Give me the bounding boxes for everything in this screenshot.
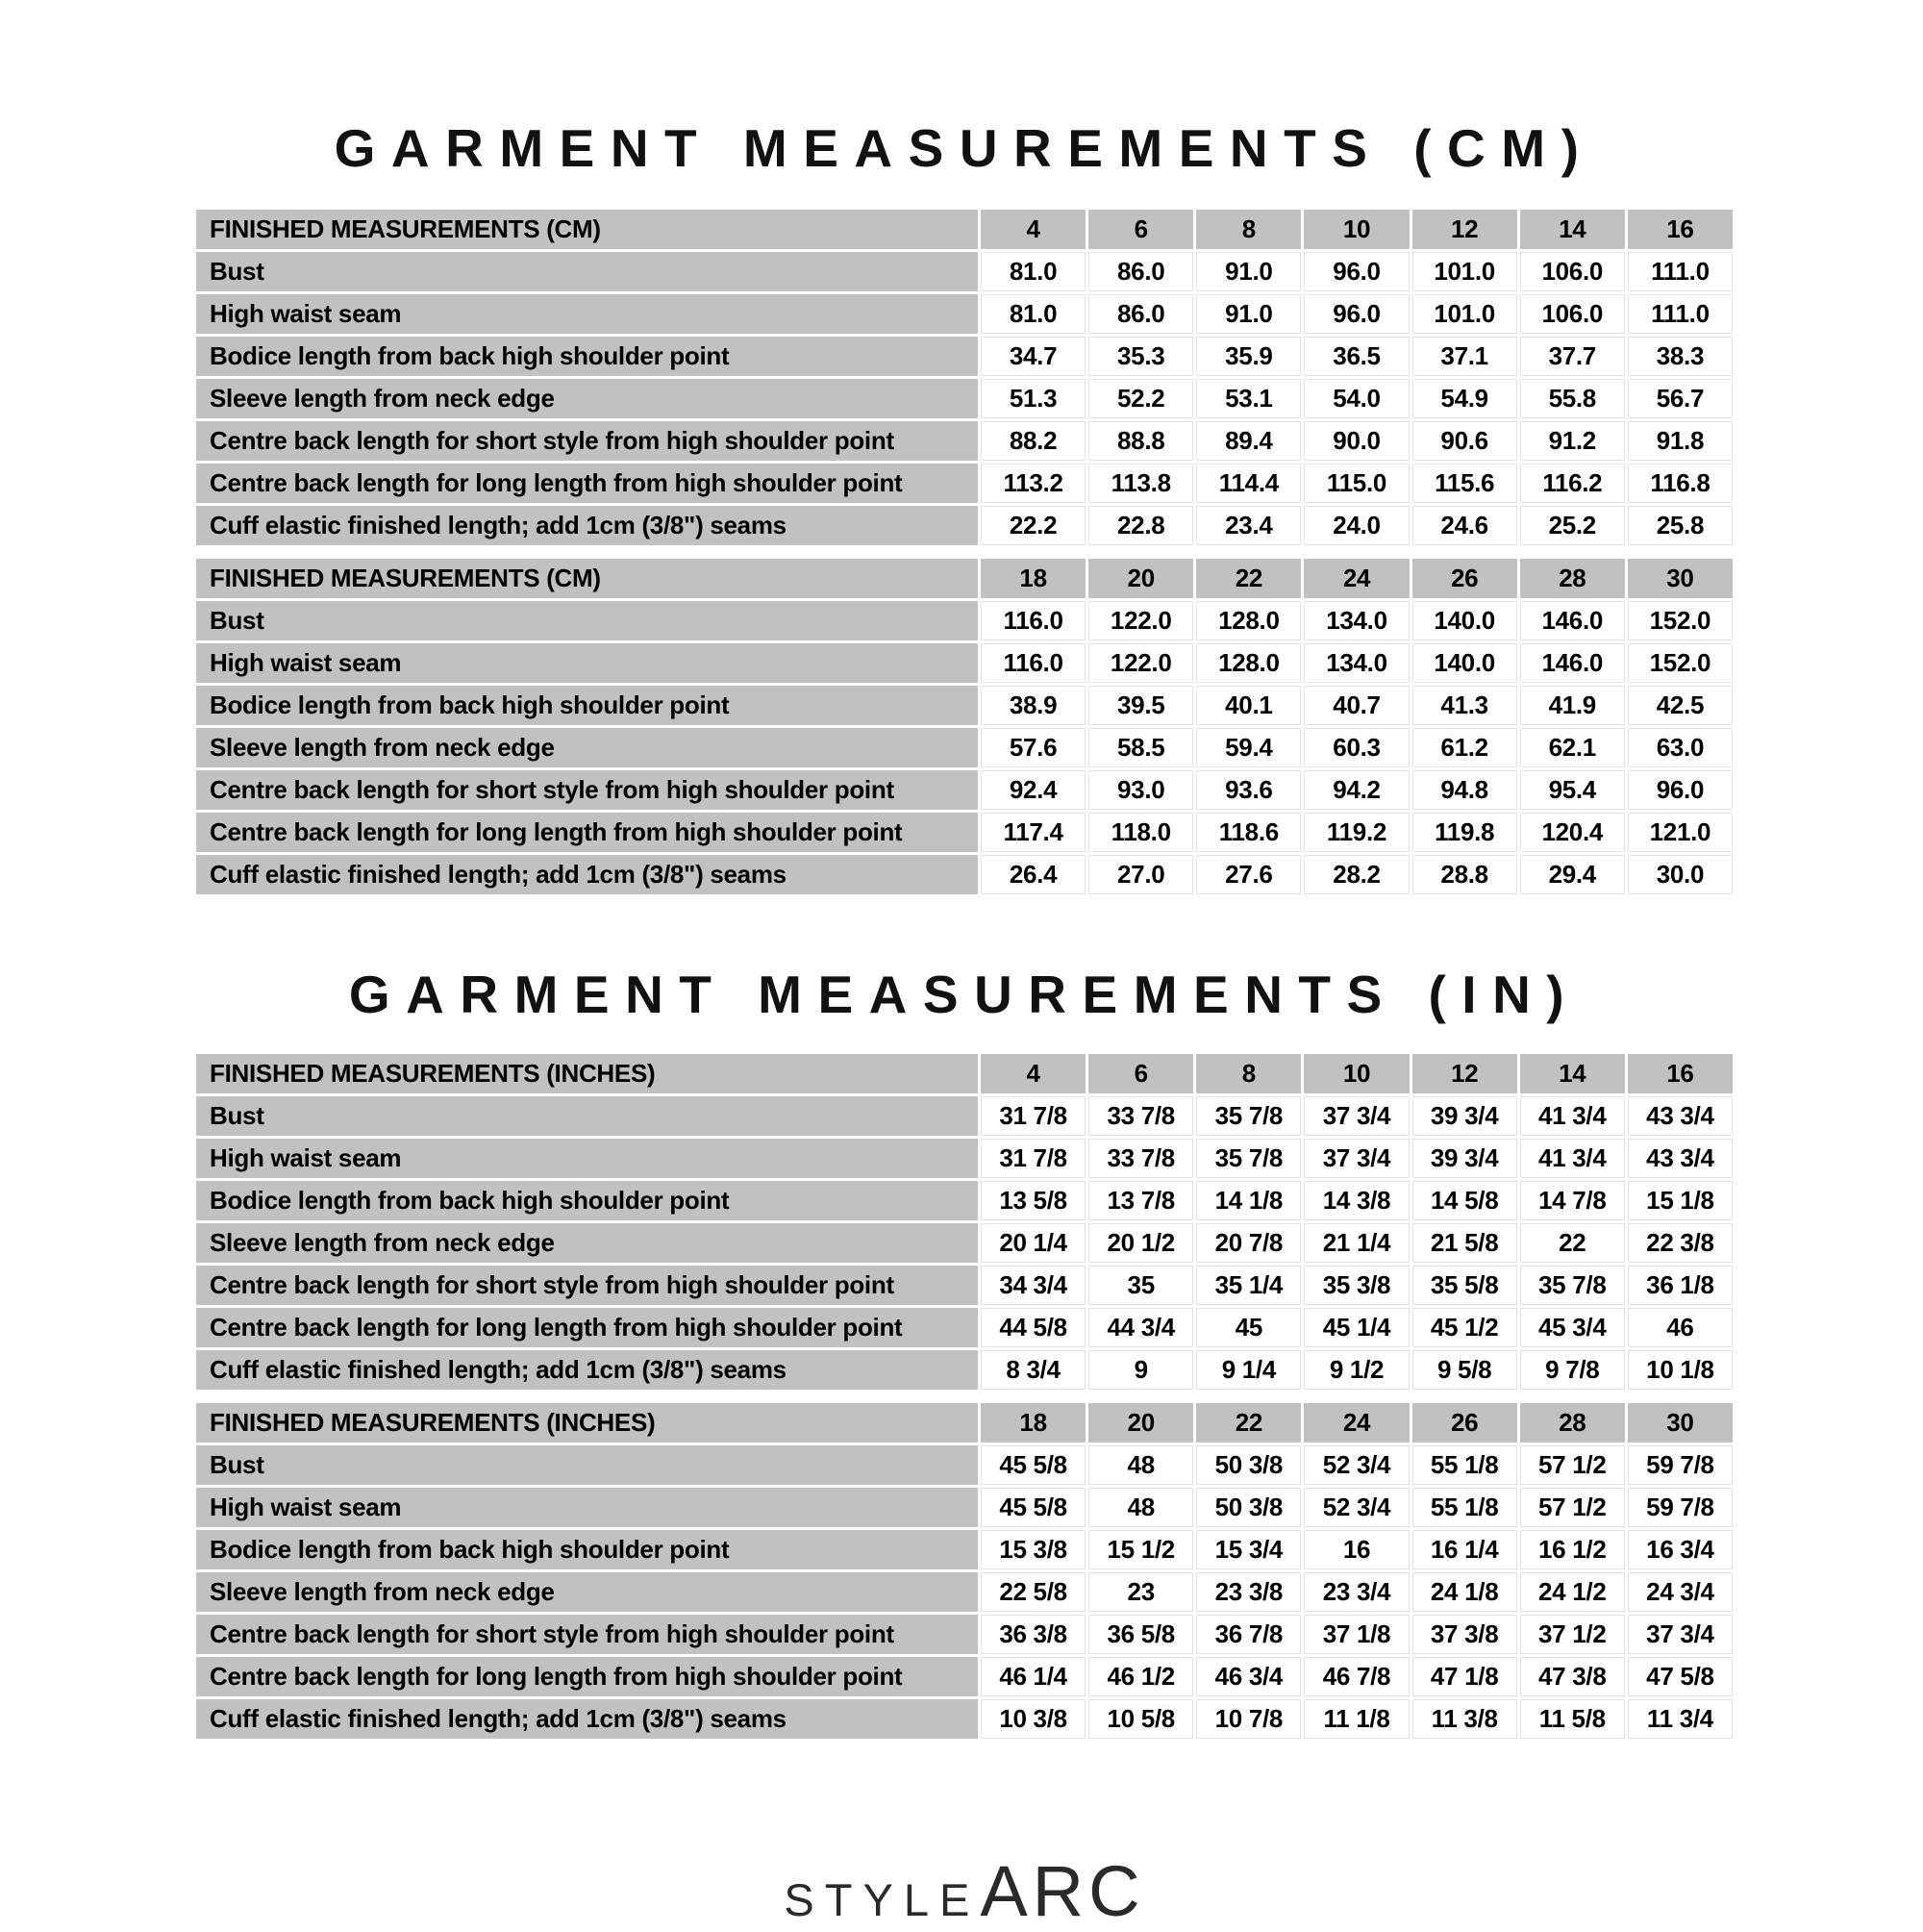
measurement-value-cell: 22.2 [981,506,1086,545]
measurement-value-cell: 45 1/4 [1304,1308,1409,1347]
measurement-value-cell: 54.0 [1304,379,1409,418]
measurement-value-cell: 48 [1088,1488,1193,1527]
measurement-value-cell: 111.0 [1628,294,1733,334]
measurement-value-cell: 119.8 [1412,813,1517,852]
stylearc-logo [196,1850,1733,1932]
measurement-value-cell: 116.8 [1628,464,1733,503]
measurement-value-cell: 91.0 [1196,294,1301,334]
measurement-value-cell: 9 1/4 [1196,1350,1301,1390]
measurement-value-cell: 16 1/2 [1520,1530,1625,1569]
measurement-value-cell: 47 5/8 [1628,1657,1733,1696]
measurement-value-cell: 24 1/8 [1412,1572,1517,1612]
measurement-row-label: Cuff elastic finished length; add 1cm (3/8") seams [196,1350,978,1390]
measurement-value-cell: 26.4 [981,855,1086,894]
measurement-row-label: High waist seam [196,294,978,334]
measurement-row-label: Centre back length for long length from high shoulder point [196,813,978,852]
measurement-value-cell: 9 1/2 [1304,1350,1409,1390]
measurement-value-cell: 59.4 [1196,728,1301,767]
measurement-value-cell: 115.0 [1304,464,1409,503]
measurement-value-cell: 11 3/8 [1412,1699,1517,1739]
measurement-row-label: Centre back length for long length from high shoulder point [196,1308,978,1347]
measurement-value-cell: 37 1/8 [1304,1615,1409,1654]
in-table-sizes-18-30 [196,1403,1733,1739]
measurement-value-cell: 36 7/8 [1196,1615,1301,1654]
measurement-value-cell: 41.3 [1412,686,1517,725]
measurement-value-cell: 30.0 [1628,855,1733,894]
measurement-value-cell: 118.0 [1088,813,1193,852]
measurement-value-cell: 96.0 [1628,770,1733,810]
measurement-row-label: Bodice length from back high shoulder point [196,686,978,725]
measurement-value-cell: 101.0 [1412,294,1517,334]
measurement-value-cell: 10 1/8 [1628,1350,1733,1390]
measurement-value-cell: 33 7/8 [1088,1139,1193,1178]
measurement-value-cell: 9 [1088,1350,1193,1390]
measurement-value-cell: 134.0 [1304,601,1409,640]
measurement-value-cell: 47 1/8 [1412,1657,1517,1696]
measurement-value-cell: 37 1/2 [1520,1615,1625,1654]
measurement-value-cell: 20 7/8 [1196,1223,1301,1263]
measurement-value-cell: 55 1/8 [1412,1445,1517,1485]
table-header-label: FINISHED MEASUREMENTS (CM) [196,559,978,598]
size-column-header: 20 [1088,1403,1193,1443]
measurement-value-cell: 95.4 [1520,770,1625,810]
measurement-value-cell: 36.5 [1304,337,1409,376]
measurement-value-cell: 86.0 [1088,252,1193,291]
measurement-value-cell: 91.8 [1628,421,1733,461]
measurement-value-cell: 36 3/8 [981,1615,1086,1654]
measurement-value-cell: 115.6 [1412,464,1517,503]
measurement-value-cell: 121.0 [1628,813,1733,852]
measurement-value-cell: 28.8 [1412,855,1517,894]
measurement-value-cell: 15 1/2 [1088,1530,1193,1569]
measurement-value-cell: 45 5/8 [981,1445,1086,1485]
measurement-value-cell: 93.0 [1088,770,1193,810]
size-column-header: 30 [1628,559,1733,598]
measurement-value-cell: 146.0 [1520,643,1625,683]
measurement-value-cell: 24.0 [1304,506,1409,545]
measurement-value-cell: 140.0 [1412,643,1517,683]
measurement-row-label: Bodice length from back high shoulder point [196,1530,978,1569]
measurement-value-cell: 15 3/8 [981,1530,1086,1569]
measurement-value-cell: 57.6 [981,728,1086,767]
table-header-label: FINISHED MEASUREMENTS (INCHES) [196,1054,978,1093]
measurement-value-cell: 22 [1520,1223,1625,1263]
measurement-value-cell: 40.7 [1304,686,1409,725]
measurement-value-cell: 28.2 [1304,855,1409,894]
measurement-value-cell: 42.5 [1628,686,1733,725]
measurement-value-cell: 59 7/8 [1628,1488,1733,1527]
measurement-value-cell: 14 7/8 [1520,1181,1625,1220]
measurement-value-cell: 61.2 [1412,728,1517,767]
measurement-value-cell: 43 3/4 [1628,1096,1733,1136]
measurement-value-cell: 140.0 [1412,601,1517,640]
cm-table-sizes-4-16 [196,210,1733,545]
measurement-value-cell: 44 3/4 [1088,1308,1193,1347]
cm-table-sizes-18-30 [196,559,1733,894]
measurement-value-cell: 59 7/8 [1628,1445,1733,1485]
measurement-value-cell: 51.3 [981,379,1086,418]
measurement-row-label: Centre back length for long length from high shoulder point [196,464,978,503]
measurement-value-cell: 89.4 [1196,421,1301,461]
measurement-value-cell: 16 1/4 [1412,1530,1517,1569]
measurement-value-cell: 91.0 [1196,252,1301,291]
measurement-value-cell: 90.6 [1412,421,1517,461]
measurement-value-cell: 38.3 [1628,337,1733,376]
measurement-value-cell: 27.6 [1196,855,1301,894]
measurement-value-cell: 52 3/4 [1304,1488,1409,1527]
measurement-value-cell: 94.2 [1304,770,1409,810]
measurement-value-cell: 43 3/4 [1628,1139,1733,1178]
measurement-value-cell: 45 5/8 [981,1488,1086,1527]
measurement-value-cell: 88.8 [1088,421,1193,461]
measurement-value-cell: 13 5/8 [981,1181,1086,1220]
size-column-header: 10 [1304,1054,1409,1093]
measurement-value-cell: 146.0 [1520,601,1625,640]
measurement-value-cell: 92.4 [981,770,1086,810]
table-header-label: FINISHED MEASUREMENTS (INCHES) [196,1403,978,1443]
measurement-value-cell: 152.0 [1628,643,1733,683]
measurement-value-cell: 41 3/4 [1520,1139,1625,1178]
measurement-value-cell: 45 3/4 [1520,1308,1625,1347]
measurement-value-cell: 22.8 [1088,506,1193,545]
size-column-header: 16 [1628,210,1733,249]
measurement-value-cell: 119.2 [1304,813,1409,852]
measurement-value-cell: 23 3/4 [1304,1572,1409,1612]
measurement-row-label: Bust [196,1445,978,1485]
measurement-value-cell: 10 3/8 [981,1699,1086,1739]
measurement-value-cell: 46 7/8 [1304,1657,1409,1696]
measurement-value-cell: 55 1/8 [1412,1488,1517,1527]
measurement-value-cell: 27.0 [1088,855,1193,894]
measurement-value-cell: 116.2 [1520,464,1625,503]
logo-style-text: STYLE [784,1874,981,1925]
measurement-value-cell: 13 7/8 [1088,1181,1193,1220]
measurement-row-label: Centre back length for short style from high shoulder point [196,1615,978,1654]
measurement-value-cell: 31 7/8 [981,1096,1086,1136]
size-column-header: 14 [1520,210,1625,249]
measurement-value-cell: 23 3/8 [1196,1572,1301,1612]
measurement-value-cell: 116.0 [981,601,1086,640]
measurement-row-label: Bust [196,1096,978,1136]
measurement-row-label: Bust [196,601,978,640]
in-table-sizes-4-16 [196,1054,1733,1390]
measurement-value-cell: 134.0 [1304,643,1409,683]
measurement-value-cell: 35 [1088,1266,1193,1305]
measurement-value-cell: 35 5/8 [1412,1266,1517,1305]
size-column-header: 18 [981,1403,1086,1443]
size-column-header: 24 [1304,559,1409,598]
measurement-value-cell: 20 1/4 [981,1223,1086,1263]
measurement-value-cell: 15 1/8 [1628,1181,1733,1220]
measurement-value-cell: 81.0 [981,294,1086,334]
size-column-header: 28 [1520,1403,1625,1443]
measurement-value-cell: 35.9 [1196,337,1301,376]
measurement-value-cell: 34 3/4 [981,1266,1086,1305]
measurement-value-cell: 22 5/8 [981,1572,1086,1612]
measurement-value-cell: 36 5/8 [1088,1615,1193,1654]
measurement-row-label: Sleeve length from neck edge [196,379,978,418]
measurement-value-cell: 35 7/8 [1196,1139,1301,1178]
measurement-value-cell: 39.5 [1088,686,1193,725]
measurement-value-cell: 21 1/4 [1304,1223,1409,1263]
measurement-value-cell: 37 3/8 [1412,1615,1517,1654]
measurement-row-label: Centre back length for short style from high shoulder point [196,1266,978,1305]
measurement-value-cell: 40.1 [1196,686,1301,725]
measurement-value-cell: 11 1/8 [1304,1699,1409,1739]
size-column-header: 26 [1412,559,1517,598]
size-column-header: 30 [1628,1403,1733,1443]
measurement-row-label: Cuff elastic finished length; add 1cm (3/8") seams [196,855,978,894]
measurement-value-cell: 96.0 [1304,294,1409,334]
measurement-value-cell: 23 [1088,1572,1193,1612]
measurement-value-cell: 33 7/8 [1088,1096,1193,1136]
measurement-value-cell: 46 [1628,1308,1733,1347]
measurement-value-cell: 22 3/8 [1628,1223,1733,1263]
measurement-value-cell: 118.6 [1196,813,1301,852]
measurement-value-cell: 37 3/4 [1304,1096,1409,1136]
size-column-header: 12 [1412,210,1517,249]
measurement-value-cell: 45 1/2 [1412,1308,1517,1347]
measurement-value-cell: 29.4 [1520,855,1625,894]
measurement-row-label: Centre back length for short style from high shoulder point [196,770,978,810]
measurement-value-cell: 31 7/8 [981,1139,1086,1178]
measurement-value-cell: 16 3/4 [1628,1530,1733,1569]
measurement-value-cell: 16 [1304,1530,1409,1569]
size-column-header: 8 [1196,210,1301,249]
measurement-value-cell: 41.9 [1520,686,1625,725]
size-column-header: 4 [981,1054,1086,1093]
logo-arc-text: ARC [980,1851,1145,1931]
measurement-value-cell: 37.1 [1412,337,1517,376]
measurement-value-cell: 21 5/8 [1412,1223,1517,1263]
measurement-row-label: Cuff elastic finished length; add 1cm (3/8") seams [196,506,978,545]
measurement-value-cell: 116.0 [981,643,1086,683]
in-section-title: GARMENT MEASUREMENTS (IN) [348,965,1581,1024]
measurement-value-cell: 14 1/8 [1196,1181,1301,1220]
measurement-value-cell: 23.4 [1196,506,1301,545]
size-column-header: 6 [1088,210,1193,249]
size-column-header: 22 [1196,1403,1301,1443]
measurement-row-label: Cuff elastic finished length; add 1cm (3/8") seams [196,1699,978,1739]
measurement-value-cell: 106.0 [1520,252,1625,291]
measurement-value-cell: 24 1/2 [1520,1572,1625,1612]
measurement-value-cell: 58.5 [1088,728,1193,767]
measurement-value-cell: 55.8 [1520,379,1625,418]
measurement-value-cell: 101.0 [1412,252,1517,291]
measurement-value-cell: 14 5/8 [1412,1181,1517,1220]
measurement-value-cell: 46 1/4 [981,1657,1086,1696]
table-header-label: FINISHED MEASUREMENTS (CM) [196,210,978,249]
measurement-value-cell: 88.2 [981,421,1086,461]
measurement-value-cell: 56.7 [1628,379,1733,418]
measurement-value-cell: 113.2 [981,464,1086,503]
measurement-value-cell: 35.3 [1088,337,1193,376]
measurement-value-cell: 14 3/8 [1304,1181,1409,1220]
measurement-row-label: Centre back length for long length from high shoulder point [196,1657,978,1696]
measurement-value-cell: 24 3/4 [1628,1572,1733,1612]
measurement-value-cell: 113.8 [1088,464,1193,503]
measurement-value-cell: 94.8 [1412,770,1517,810]
measurement-value-cell: 111.0 [1628,252,1733,291]
measurement-value-cell: 47 3/8 [1520,1657,1625,1696]
measurement-row-label: Bodice length from back high shoulder point [196,337,978,376]
measurement-value-cell: 63.0 [1628,728,1733,767]
measurement-value-cell: 35 7/8 [1196,1096,1301,1136]
measurement-value-cell: 37 3/4 [1628,1615,1733,1654]
measurement-value-cell: 120.4 [1520,813,1625,852]
measurement-value-cell: 128.0 [1196,643,1301,683]
measurement-value-cell: 91.2 [1520,421,1625,461]
measurement-value-cell: 45 [1196,1308,1301,1347]
size-column-header: 24 [1304,1403,1409,1443]
measurement-row-label: High waist seam [196,1488,978,1527]
size-column-header: 28 [1520,559,1625,598]
size-column-header: 26 [1412,1403,1517,1443]
measurement-value-cell: 81.0 [981,252,1086,291]
measurement-value-cell: 39 3/4 [1412,1139,1517,1178]
size-column-header: 18 [981,559,1086,598]
measurement-value-cell: 52 3/4 [1304,1445,1409,1485]
measurement-value-cell: 35 3/8 [1304,1266,1409,1305]
measurement-value-cell: 9 5/8 [1412,1350,1517,1390]
measurement-value-cell: 11 5/8 [1520,1699,1625,1739]
measurement-row-label: High waist seam [196,643,978,683]
measurement-value-cell: 10 5/8 [1088,1699,1193,1739]
measurement-value-cell: 128.0 [1196,601,1301,640]
measurement-value-cell: 11 3/4 [1628,1699,1733,1739]
size-column-header: 6 [1088,1054,1193,1093]
measurement-value-cell: 57 1/2 [1520,1488,1625,1527]
measurement-value-cell: 9 7/8 [1520,1350,1625,1390]
measurement-value-cell: 106.0 [1520,294,1625,334]
measurement-value-cell: 93.6 [1196,770,1301,810]
measurement-row-label: High waist seam [196,1139,978,1178]
measurement-value-cell: 37 3/4 [1304,1139,1409,1178]
measurement-value-cell: 96.0 [1304,252,1409,291]
measurement-value-cell: 41 3/4 [1520,1096,1625,1136]
measurement-value-cell: 24.6 [1412,506,1517,545]
measurement-value-cell: 38.9 [981,686,1086,725]
size-column-header: 4 [981,210,1086,249]
measurement-value-cell: 35 1/4 [1196,1266,1301,1305]
measurement-value-cell: 48 [1088,1445,1193,1485]
measurement-value-cell: 8 3/4 [981,1350,1086,1390]
measurement-value-cell: 122.0 [1088,601,1193,640]
measurement-value-cell: 46 1/2 [1088,1657,1193,1696]
measurement-value-cell: 53.1 [1196,379,1301,418]
measurement-row-label: Sleeve length from neck edge [196,1223,978,1263]
measurement-value-cell: 62.1 [1520,728,1625,767]
measurement-value-cell: 52.2 [1088,379,1193,418]
measurement-value-cell: 50 3/8 [1196,1488,1301,1527]
measurement-row-label: Sleeve length from neck edge [196,1572,978,1612]
size-column-header: 20 [1088,559,1193,598]
measurement-value-cell: 36 1/8 [1628,1266,1733,1305]
measurement-value-cell: 86.0 [1088,294,1193,334]
measurement-value-cell: 114.4 [1196,464,1301,503]
measurement-row-label: Centre back length for short style from high shoulder point [196,421,978,461]
measurement-row-label: Sleeve length from neck edge [196,728,978,767]
measurement-value-cell: 37.7 [1520,337,1625,376]
cm-section-title: GARMENT MEASUREMENTS (CM) [334,118,1595,178]
size-column-header: 10 [1304,210,1409,249]
measurement-value-cell: 25.8 [1628,506,1733,545]
size-column-header: 12 [1412,1054,1517,1093]
measurement-value-cell: 117.4 [981,813,1086,852]
measurement-value-cell: 34.7 [981,337,1086,376]
measurement-value-cell: 57 1/2 [1520,1445,1625,1485]
measurement-value-cell: 90.0 [1304,421,1409,461]
measurement-value-cell: 10 7/8 [1196,1699,1301,1739]
size-column-header: 8 [1196,1054,1301,1093]
measurement-value-cell: 122.0 [1088,643,1193,683]
measurement-value-cell: 152.0 [1628,601,1733,640]
measurement-value-cell: 60.3 [1304,728,1409,767]
measurement-value-cell: 39 3/4 [1412,1096,1517,1136]
measurement-value-cell: 44 5/8 [981,1308,1086,1347]
measurement-value-cell: 35 7/8 [1520,1266,1625,1305]
measurement-value-cell: 54.9 [1412,379,1517,418]
measurement-value-cell: 25.2 [1520,506,1625,545]
measurement-value-cell: 46 3/4 [1196,1657,1301,1696]
measurement-value-cell: 20 1/2 [1088,1223,1193,1263]
measurement-value-cell: 50 3/8 [1196,1445,1301,1485]
size-column-header: 14 [1520,1054,1625,1093]
size-column-header: 22 [1196,559,1301,598]
measurement-row-label: Bust [196,252,978,291]
size-column-header: 16 [1628,1054,1733,1093]
measurement-value-cell: 15 3/4 [1196,1530,1301,1569]
measurement-row-label: Bodice length from back high shoulder point [196,1181,978,1220]
